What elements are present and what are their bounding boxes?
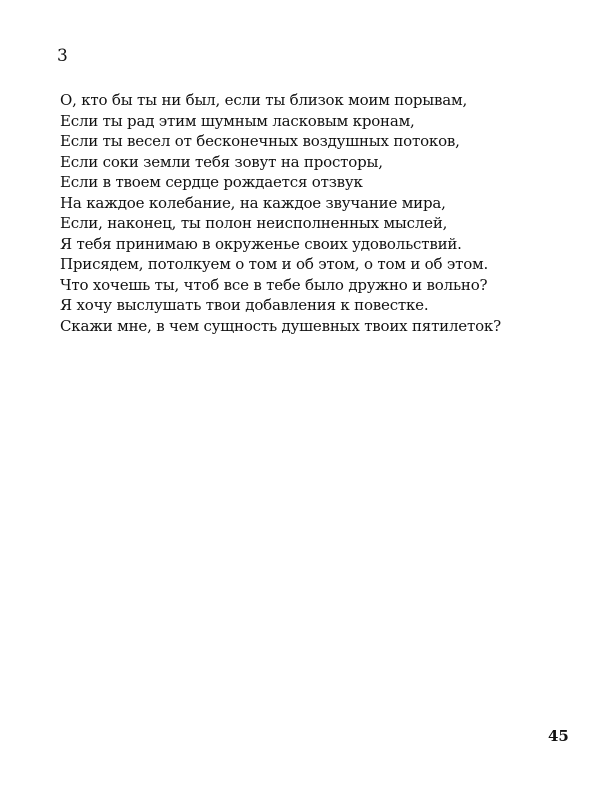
poem-text — [60, 90, 580, 336]
poem-line: Если ты рад этим шумным ласковым кронам, — [60, 111, 415, 130]
section-number: 3 — [57, 46, 68, 66]
poem-line: Скажи мне, в чем сущность душевных твоих пятилеток? — [60, 316, 501, 335]
poem-line: Присядем, потолкуем о том и об этом, о том и об этом. — [60, 255, 489, 273]
poem-line: На каждое колебание, на каждое звучание мира, — [60, 193, 446, 212]
poem-line: Если соки земли тебя зовут на просторы, — [60, 152, 383, 171]
poem-line: Если ты весел от бесконечных воздушных потоков, — [60, 132, 460, 150]
poem-line: Если в твоем сердце рождается отзвук — [60, 173, 363, 191]
page-number: 45 — [548, 727, 569, 745]
poem-line: Что хочешь ты, чтоб все в тебе было дружно и вольно? — [60, 275, 488, 294]
poem-line: Я хочу выслушать твои добавления к повестке. — [60, 296, 429, 314]
poem-line: Если, наконец, ты полон неисполненных мыслей, — [60, 214, 448, 232]
poem-line: О, кто бы ты ни был, если ты близок моим порывам, — [60, 91, 468, 109]
poem-line: Я тебя принимаю в окруженье своих удовольствий. — [60, 234, 462, 253]
